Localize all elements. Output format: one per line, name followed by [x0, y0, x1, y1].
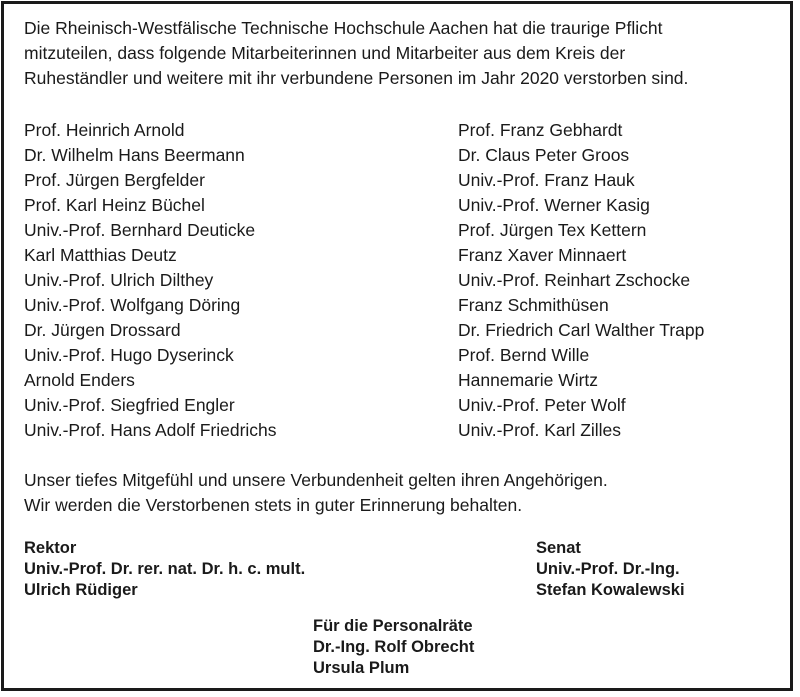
- signature-title: Senat: [536, 539, 581, 557]
- signature-line: Stefan Kowalewski: [536, 581, 685, 599]
- deceased-name: Arnold Enders: [24, 370, 135, 390]
- deceased-list-right: [458, 118, 704, 443]
- signature-line: Ursula Plum: [313, 659, 410, 677]
- signature-line: Univ.-Prof. Dr.-Ing.: [536, 560, 680, 578]
- deceased-name: Univ.-Prof. Wolfgang Döring: [24, 295, 241, 315]
- deceased-name: Franz Schmithüsen: [458, 295, 609, 315]
- deceased-list-left: [24, 118, 277, 443]
- deceased-name: Prof. Karl Heinz Büchel: [24, 195, 205, 215]
- deceased-name: Univ.-Prof. Hans Adolf Friedrichs: [24, 420, 277, 440]
- deceased-name: Univ.-Prof. Siegfried Engler: [24, 395, 235, 415]
- signature-line: Dr.-Ing. Rolf Obrecht: [313, 638, 475, 656]
- intro-line: Ruheständler und weitere mit ihr verbundene Personen im Jahr 2020 verstorben sind.: [24, 68, 689, 88]
- deceased-name: Prof. Bernd Wille: [458, 345, 590, 365]
- deceased-name: Univ.-Prof. Franz Hauk: [458, 170, 635, 190]
- deceased-name: Karl Matthias Deutz: [24, 245, 177, 265]
- intro-paragraph: [24, 16, 774, 91]
- closing-line: Unser tiefes Mitgefühl und unsere Verbundenheit gelten ihren Angehörigen.: [24, 470, 608, 490]
- signature-title: Rektor: [24, 539, 77, 557]
- deceased-name: Univ.-Prof. Karl Zilles: [458, 420, 622, 440]
- deceased-name: Univ.-Prof. Reinhart Zschocke: [458, 270, 691, 290]
- signature-title: Für die Personalräte: [313, 617, 473, 635]
- deceased-name: Univ.-Prof. Hugo Dyserinck: [24, 345, 234, 365]
- deceased-name: Dr. Wilhelm Hans Beermann: [24, 145, 245, 165]
- signature-line: Ulrich Rüdiger: [24, 581, 138, 599]
- deceased-name: Dr. Friedrich Carl Walther Trapp: [458, 320, 705, 340]
- deceased-name: Prof. Jürgen Tex Kettern: [458, 220, 647, 240]
- deceased-name: Prof. Jürgen Bergfelder: [24, 170, 205, 190]
- deceased-name: Franz Xaver Minnaert: [458, 245, 627, 265]
- deceased-name: Univ.-Prof. Bernhard Deuticke: [24, 220, 256, 240]
- deceased-name: Univ.-Prof. Peter Wolf: [458, 395, 626, 415]
- closing-line: Wir werden die Verstorbenen stets in guter Erinnerung behalten.: [24, 495, 523, 515]
- signature-senat: [536, 538, 685, 601]
- deceased-name: Dr. Claus Peter Groos: [458, 145, 630, 165]
- deceased-name: Dr. Jürgen Drossard: [24, 320, 181, 340]
- deceased-name: Univ.-Prof. Ulrich Dilthey: [24, 270, 214, 290]
- deceased-name: Prof. Heinrich Arnold: [24, 120, 185, 140]
- signature-line: Univ.-Prof. Dr. rer. nat. Dr. h. c. mult.: [24, 560, 306, 578]
- intro-line: mitzuteilen, dass folgende Mitarbeiterinnen und Mitarbeiter aus dem Kreis der: [24, 43, 626, 63]
- deceased-name: Prof. Franz Gebhardt: [458, 120, 623, 140]
- closing-paragraph: [24, 468, 774, 518]
- deceased-name: Univ.-Prof. Werner Kasig: [458, 195, 650, 215]
- signature-personalraete: [313, 616, 474, 679]
- deceased-name: Hannemarie Wirtz: [458, 370, 599, 390]
- signature-rektor: [24, 538, 305, 601]
- intro-line: Die Rheinisch-Westfälische Technische Hochschule Aachen hat die traurige Pflicht: [24, 18, 663, 38]
